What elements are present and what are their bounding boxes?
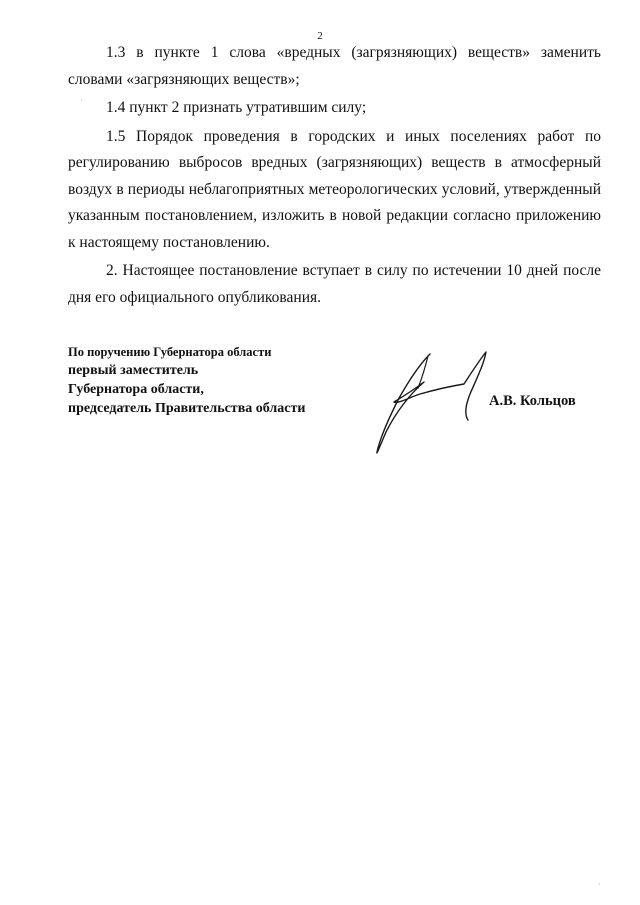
signer-position-line-3: председатель Правительства области [68, 401, 306, 416]
signature-caption: По поручению Губернатора области [68, 345, 272, 359]
signer-position-line-1: первый заместитель [68, 363, 199, 378]
signer-position-line-2: Губернатора области, [68, 382, 204, 397]
handwritten-signature [368, 348, 498, 458]
document-body [68, 40, 601, 311]
paragraph-1-4: 1.4 пункт 2 признать утратившим силу; [106, 99, 367, 116]
paragraph-2: 2. Настоящее постановление вступает в силу по истечении 10 дней после дня его официального опубликования. [68, 262, 601, 306]
signer-name: А.В. Кольцов [489, 393, 576, 409]
paragraph-1-5: 1.5 Порядок проведения в городских и иных поселениях работ по регулированию выбросов вредных (загрязняющих) веществ в атмосферный воздух в периоды неблагоприятных метеорологических условий, утвержденный указанным постановлением, изложить в новой редакции согласно приложению к настоящему постановлению. [68, 127, 601, 251]
page-number: 2 [317, 30, 323, 42]
scan-speck: · [80, 96, 83, 105]
scan-speck: · [598, 880, 601, 889]
signature-block [68, 343, 368, 418]
paragraph-1-3: 1.3 в пункте 1 слова «вредных (загрязняющих) веществ» заменить словами «загрязняющих веществ»; [68, 44, 601, 88]
